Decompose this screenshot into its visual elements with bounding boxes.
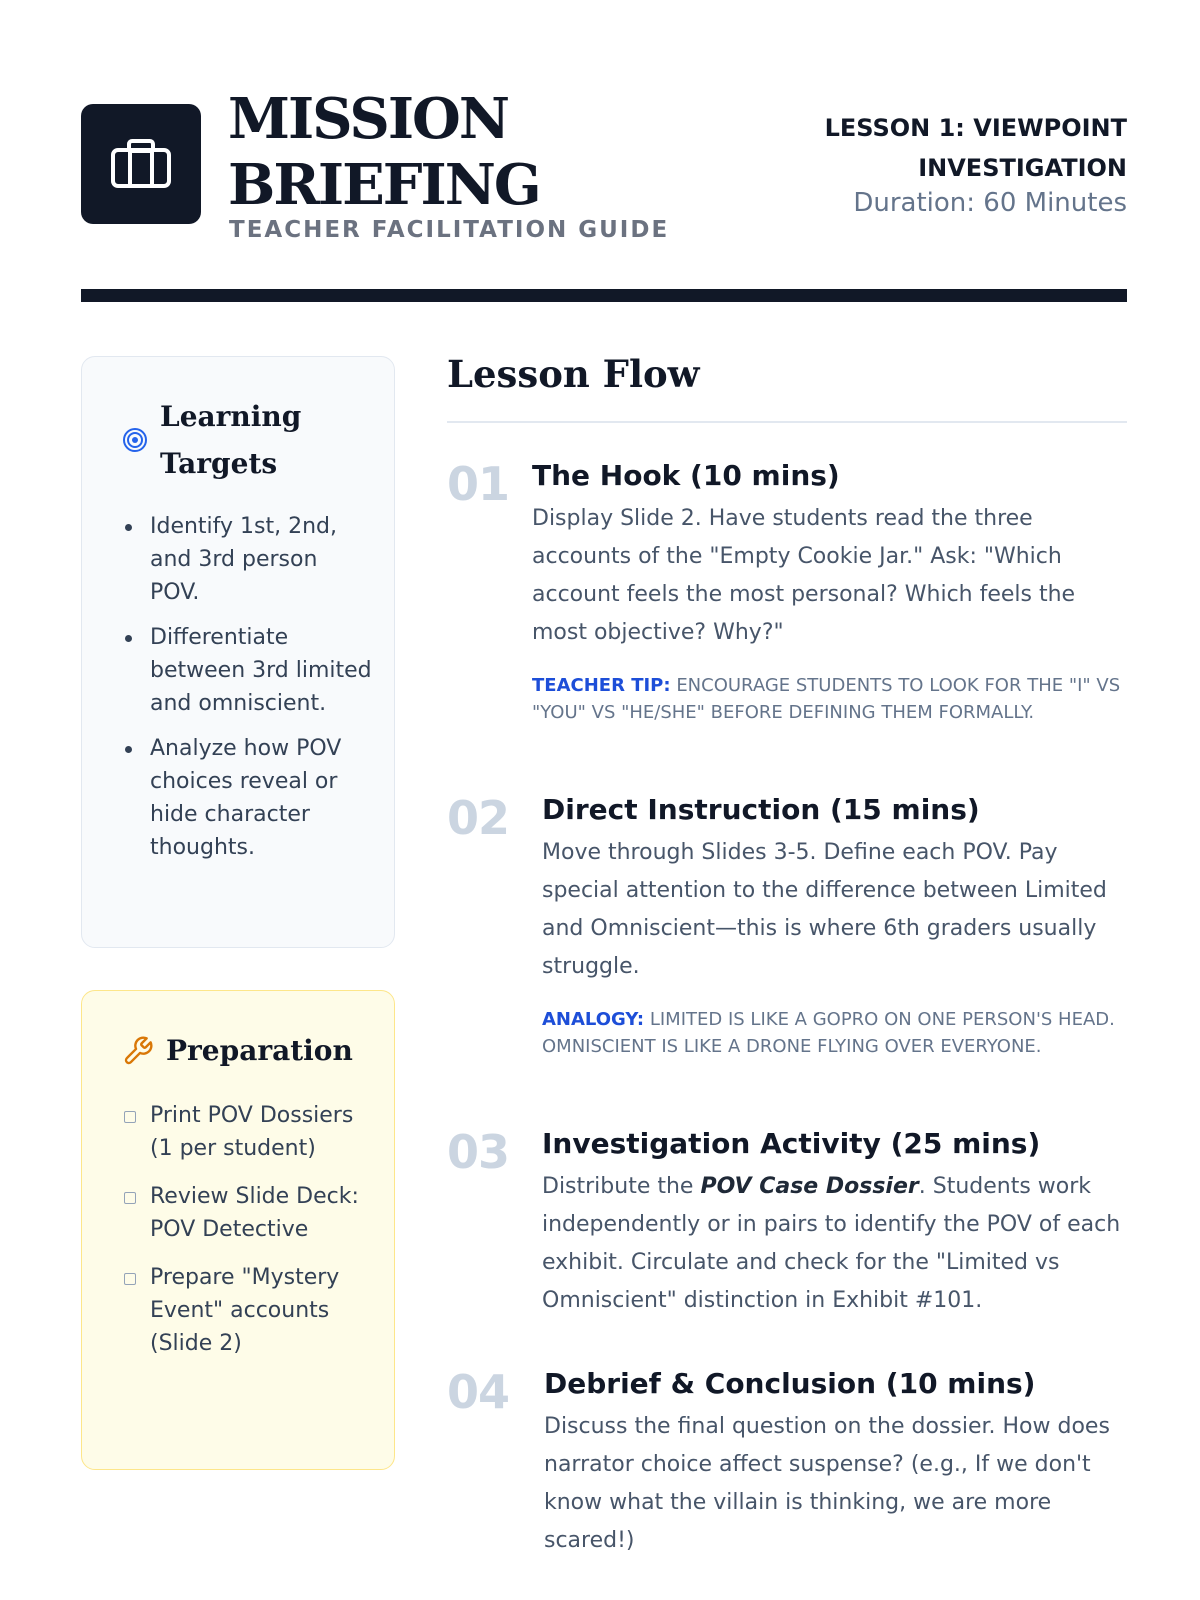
step-text-emphasis: POV Case Dossier	[700, 1174, 919, 1199]
analogy-tip	[542, 1006, 1124, 1060]
page-header	[81, 86, 1127, 246]
briefcase-icon	[110, 139, 172, 189]
header-divider	[81, 289, 1127, 302]
preparation-header	[122, 1027, 353, 1074]
step-title: Debrief & Conclusion (10 mins)	[544, 1367, 1036, 1400]
tip-text: ENCOURAGE STUDENTS TO LOOK FOR THE "I" VS "YOU" VS "HE/SHE" BEFORE DEFINING THEM FORMALLY.	[532, 675, 1121, 723]
preparation-list	[122, 1099, 372, 1375]
target-icon	[122, 427, 148, 453]
step-number: 03	[447, 1125, 510, 1179]
step-text: Display Slide 2. Have students read the three accounts of the "Empty Cookie Jar." Ask: "Which account feels the most personal? Which feels the most objective? Why?"	[532, 506, 1076, 645]
preparation-title: Preparation	[166, 1034, 353, 1067]
step-title: Direct Instruction (15 mins)	[542, 793, 980, 826]
tip-label: ANALOGY:	[542, 1009, 645, 1030]
tip-label: TEACHER TIP:	[532, 675, 671, 696]
title-line-1: MISSION	[228, 86, 508, 152]
list-item: Analyze how POV choices reveal or hide character thoughts.	[122, 732, 372, 864]
lesson-title: LESSON 1: VIEWPOINT INVESTIGATION	[824, 114, 1127, 182]
step-text-before: Distribute the	[542, 1174, 701, 1199]
tip-text: LIMITED IS LIKE A GOPRO ON ONE PERSON'S HEAD. OMNISCIENT IS LIKE A DRONE FLYING OVER EVERYONE.	[542, 1009, 1115, 1057]
list-item: Identify 1st, 2nd, and 3rd person POV.	[122, 510, 372, 609]
learning-targets-title: Learning Targets	[160, 400, 302, 480]
step-body	[532, 454, 1122, 726]
step-text	[542, 1168, 1126, 1320]
step-body	[544, 1362, 1128, 1560]
step-number: 04	[447, 1365, 510, 1419]
page-subtitle: TEACHER FACILITATION GUIDE	[229, 217, 670, 243]
step-number: 01	[447, 457, 510, 511]
checklist-item: Print POV Dossiers (1 per student)	[122, 1099, 372, 1165]
step-title: The Hook (10 mins)	[532, 459, 840, 492]
step-number: 02	[447, 791, 510, 845]
list-item: Differentiate between 3rd limited and omniscient.	[122, 621, 372, 720]
step-title: Investigation Activity (25 mins)	[542, 1127, 1041, 1160]
step-text-after: . Students work independently or in pairs to identify the POV of each exhibit. Circulate and check for the "Limited vs Omniscient" distinction in Exhibit #101.	[542, 1174, 1121, 1313]
step-text: Discuss the final question on the dossier. How does narrator choice affect suspense? (e.g., If we don't know what the villain is thinking, we are more scared!)	[544, 1414, 1110, 1553]
learning-targets-card	[81, 356, 395, 948]
lesson-duration: Duration: 60 Minutes	[853, 188, 1127, 218]
step-body	[542, 1122, 1126, 1320]
title-line-2: BRIEFING	[228, 152, 540, 218]
step-text: Move through Slides 3-5. Define each POV. Pay special attention to the difference between Limited and Omniscient—this is where 6th graders usually struggle.	[542, 840, 1107, 979]
page-title	[228, 86, 540, 218]
logo	[81, 104, 201, 224]
learning-targets-header	[122, 393, 362, 487]
checklist-item: Review Slide Deck: POV Detective	[122, 1180, 372, 1246]
lesson-flow-title: Lesson Flow	[447, 352, 700, 396]
checklist-item: Prepare "Mystery Event" accounts (Slide 2)	[122, 1261, 372, 1360]
wrench-icon	[122, 1035, 154, 1067]
learning-targets-list	[122, 510, 372, 876]
preparation-card	[81, 990, 395, 1470]
step-body	[542, 788, 1124, 1060]
lesson-flow-divider	[447, 421, 1127, 423]
teacher-tip	[532, 672, 1122, 726]
